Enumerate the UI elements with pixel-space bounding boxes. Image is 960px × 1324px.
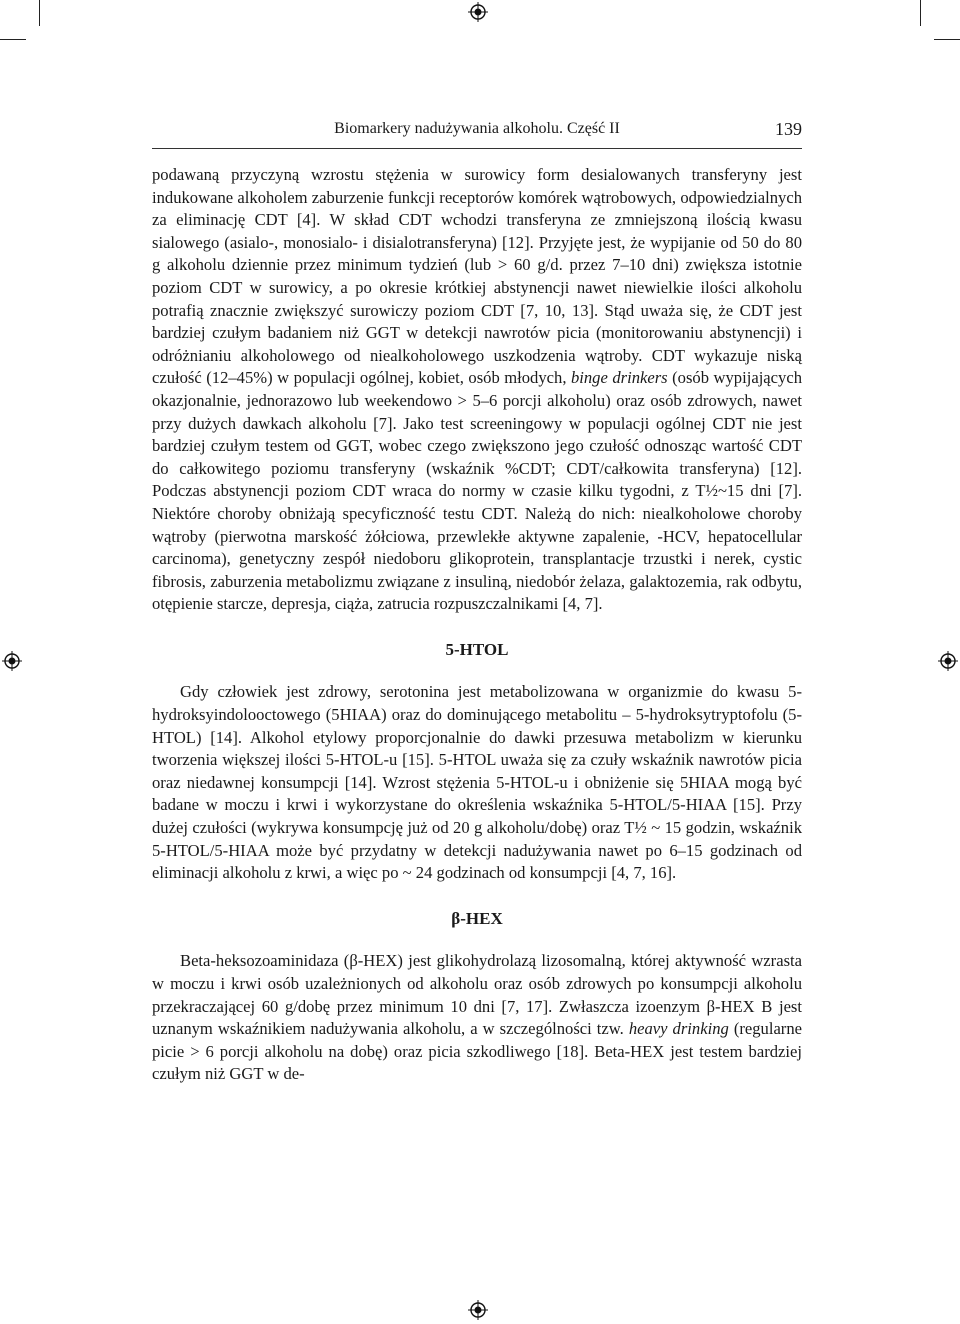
text-run: (osób wypijających okazjonalnie, jednorazowo lub weekendowo > 5–6 porcji alkoholu) oraz osób zdrowych, nawet przy dużych dawkach alkoholu [7]. Jako test screeningowy w populacji ogólnej CDT nie jest bardziej czułym testem od GGT, wobec czego zwiększono jego czułość odnosząc wartość CDT do całkowitego poziomu transferyny (wskaźnik %CDT; CDT/całkowita transferyna) [12]. Podczas abstynencji poziom CDT wraca do normy w czasie kilku tygodni, z T½~15 dni [7]. Niektóre choroby obniżają specyficzność testu CDT. Należą do nich: niealkoholowe choroby wątroby (pierwotna marskość żółciowa, przewlekłe aktywne zapalenie, -HCV, hepatocellular carcinoma), genetyczny zespół niedoboru glikoprotein, transplantacje trzustki i nerek, cystic fibrosis, zaburzenia metabolizmu związane z insuliną, niedobór żelaza, galaktozemia, rak odbytu, otępienie starcze, depresja, ciąża, zatrucia rozpuszczalnikami [4, 7]. xyxy=(152,368,802,614)
intro-paragraph xyxy=(152,164,802,616)
registration-mark-icon xyxy=(2,651,22,671)
italic-term: binge drinkers xyxy=(570,368,668,388)
header-rule xyxy=(152,148,802,149)
section-title-5-htol: 5-HTOL xyxy=(445,639,509,659)
section-5-htol-paragraph: Gdy człowiek jest zdrowy, serotonina jest metabolizowana w organizmie do kwasu 5-hydroksyindolooctowego (5HIAA) oraz do dominującego metabolitu – 5-hydroksytryptofolu (5-HTOL) [14]. Alkohol etylowy proporcjonalnie do dawki przesuwa metabolizm w kierunku tworzenia większej ilości 5-HTOL-u [15]. 5-HTOL uważa się za czuły wskaźnik nawrotów picia oraz niedawnej konsumpcji [14]. Wzrost stężenia 5-HTOL-u i obniżenie się 5HIAA mogą być badane w moczu i krwi i wykorzystane do określenia wskaźnika 5-HTOL/5-HIAA [15]. Przy dużej czułości (wykrywa konsumpcję już od 20 g alkoholu/dobę) oraz T½ ~ 15 godzin, wskaźnik 5-HTOL/5-HIAA może być przydatny w detekcji nadużywania nawet po 6–15 godzinach od eliminacji alkoholu z krwi, a więc po ~ 24 godzinach od konsumpcji [4, 7, 16]. xyxy=(152,682,802,883)
crop-mark xyxy=(39,0,40,26)
text-run: (regularne picie > 6 porcji alkoholu na dobę) oraz picia szkodliwego [18]. Beta-HEX jest testem bardziej czułym niż GGT w de- xyxy=(152,1019,802,1084)
text-run: podawaną przyczyną wzrostu stężenia w surowicy form desialowanych transferyny jest indukowane alkoholem zaburzenie funkcji receptorów komórek wątrobowych, odpowiedzialnych za eliminację CDT [4]. W skład CDT wchodzi transferyna ze zmniejszoną ilością kwasu sialowego (asialo-, monosialo- i disialotransferyna) [12]. Przyjęte jest, że wypijanie od 50 do 80 g alkoholu dziennie przez minimum tydzień (lub > 60 g/d. przez 7–10 dni) zwiększa istotnie poziom CDT w surowicy, a po okresie krótkiej abstynencji nawet niewielkie ilości alkoholu potrafią znacznie zwiększyć surowiczy poziom CDT [7, 10, 13]. Stąd uważa się, że CDT jest bardziej czułym badaniem niż GGT w detekcji nawrotów picia (monitorowaniu abstynencji) i odróżnianiu alkoholowego od niealkoholowego uszkodzenia wątroby. CDT wykazuje niską czułość (12–45%) w populacji ogólnej, kobiet, osób młodych, xyxy=(152,165,802,388)
crop-mark xyxy=(0,39,26,40)
page-body xyxy=(152,164,802,1086)
italic-term: heavy drinking xyxy=(628,1019,729,1039)
page-number: 139 xyxy=(775,119,802,139)
running-header xyxy=(152,116,802,142)
running-title: Biomarkery nadużywania alkoholu. Część II xyxy=(334,120,620,137)
crop-mark xyxy=(934,39,960,40)
registration-mark-icon xyxy=(468,1300,488,1320)
registration-mark-icon xyxy=(468,2,488,22)
crop-mark xyxy=(920,0,921,26)
text-run: Beta-heksozoaminidaza (β-HEX) jest glikohydrolazą lizosomalną, której aktywność wzrasta w moczu i krwi osób uzależnionych od alkoholu oraz osób zdrowych po konsumpcji alkoholu przekraczającej 60 g/dobę przez minimum 10 dni [7, 17]. Zwłaszcza izoenzym β-HEX B jest uznanym wskaźnikiem nadużywania alkoholu, a w szczególności tzw. xyxy=(152,951,802,1039)
registration-mark-icon xyxy=(938,651,958,671)
section-title-beta-hex: β-HEX xyxy=(451,908,503,928)
section-beta-hex-paragraph xyxy=(152,950,802,1086)
